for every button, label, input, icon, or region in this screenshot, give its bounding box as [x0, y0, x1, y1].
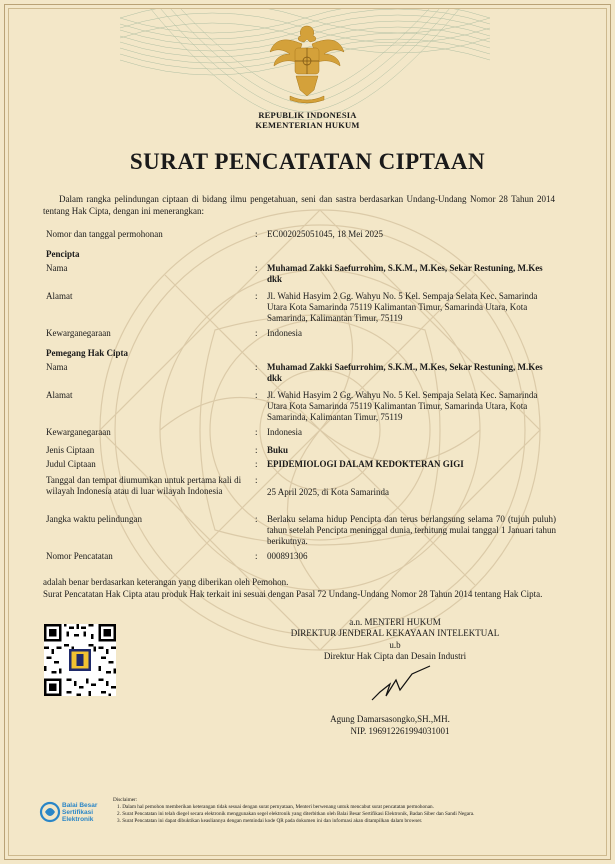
field-separator: :	[255, 445, 258, 455]
field-label: Nama	[46, 263, 68, 273]
disclaimer-heading: Disclaimer:	[113, 797, 138, 803]
field-label: Alamat	[46, 390, 73, 400]
signature-director: Direktur Hak Cipta dan Desain Industri	[323, 651, 467, 661]
field-separator: :	[255, 291, 258, 301]
field-separator: :	[255, 475, 258, 485]
field-value: Buku	[267, 445, 289, 455]
field-label: Nomor Pencatatan	[46, 551, 113, 561]
field-label: Tanggal dan tempat diumumkan untuk pertama kali di wilayah Indonesia atau di luar wilayah Indonesia	[46, 475, 242, 496]
field-value: Berlaku selama hidup Pencipta dan terus berlangsung selama 70 (tujuh puluh) tahun setelah Pencipta meninggal dunia, terhitung mulai tanggal 1 Januari tahun berikutnya.	[267, 514, 556, 546]
field-separator: :	[255, 390, 258, 400]
field-value: Muhamad Zakki Saefurrohim, S.K.M., M.Kes, Sekar Restuning, M.Kes dkk	[267, 362, 543, 383]
bsre-line2: Sertifikasi	[62, 809, 94, 816]
signature-ub: u.b	[389, 640, 401, 650]
page-title: SURAT PENCATATAN CIPTAAN	[129, 149, 486, 174]
field-separator: :	[255, 328, 258, 338]
field-value: Jl. Wahid Hasyim 2 Gg. Wahyu No. 5 Kel. Sempaja Selata Kec. Samarinda Utara Kota Samarinda 75119 Kalimantan Timur, Samarinda Utara, Kota Samarinda, Kalimantan Timur, 75119	[267, 390, 538, 422]
field-separator: :	[255, 459, 258, 469]
field-value: Indonesia	[267, 427, 302, 437]
closing-statement: adalah benar berdasarkan keterangan yang diberikan oleh Pemohon.	[43, 577, 289, 587]
disclaimer-item: 1. Dalam hal pemohon memberikan keterangan tidak sesuai dengan surat pernyataan, Menteri berwenang untuk mencabut surat pencatatan permohonan.	[117, 804, 434, 810]
field-label: Jangka waktu pelindungan	[46, 514, 142, 524]
header-republic: REPUBLIK INDONESIA	[258, 110, 357, 120]
field-label: Kewarganegaraan	[46, 427, 111, 437]
field-separator: :	[255, 263, 258, 273]
field-value: Muhamad Zakki Saefurrohim, S.K.M., M.Kes, Sekar Restuning, M.Kes dkk	[267, 263, 543, 284]
disclaimer	[113, 797, 583, 825]
closing-legal-note: Surat Pencatatan Hak Cipta atau produk Hak terkait ini sesuai dengan Pasal 72 Undang-Undang Nomor 28 Tahun 2014 tentang Hak Cipta.	[43, 589, 543, 599]
field-separator: :	[255, 229, 258, 239]
signature-stroke	[370, 662, 440, 702]
field-label: Nama	[46, 362, 68, 372]
field-value: Indonesia	[267, 328, 302, 338]
field-value: Jl. Wahid Hasyim 2 Gg. Wahyu No. 5 Kel. Sempaja Selata Kec. Samarinda Utara Kota Samarinda 75119 Kalimantan Timur, Samarinda Utara, Kota Samarinda, Kalimantan Timur, 75119	[267, 291, 538, 323]
section-pemegang: Pemegang Hak Cipta	[46, 348, 128, 358]
signatory-name: Agung Damarsasongko,SH.,MH.	[330, 714, 450, 724]
disclaimer-item: 3. Surat Pencatatan ini dapat dibuktikan keasliannya dengan memindai kode QR pada dokumen ini dan informasi akan ditampilkan dalam browser.	[117, 818, 423, 824]
field-separator: :	[255, 551, 258, 561]
signature-director-general: DIREKTUR JENDERAL KEKAYAAN INTELEKTUAL	[290, 628, 500, 638]
field-label: Nomor dan tanggal permohonan	[46, 229, 163, 239]
field-separator: :	[255, 427, 258, 437]
qr-code[interactable]	[44, 624, 116, 696]
field-label: Jenis Ciptaan	[46, 445, 95, 455]
signature-on-behalf: a.n. MENTERI HUKUM	[349, 617, 441, 627]
field-value: EPIDEMIOLOGI DALAM KEDOKTERAN GIGI	[267, 459, 464, 469]
field-value: EC002025051045, 18 Mei 2025	[267, 229, 383, 239]
field-label: Judul Ciptaan	[46, 459, 96, 469]
header-ministry: KEMENTERIAN HUKUM	[255, 120, 360, 130]
field-label: Kewarganegaraan	[46, 328, 111, 338]
signatory-nip: NIP. 196912261994031001	[350, 726, 450, 736]
field-label: Alamat	[46, 291, 73, 301]
field-separator: :	[255, 514, 258, 524]
bsre-line3: Elektronik	[62, 816, 94, 823]
field-separator: :	[255, 362, 258, 372]
intro-paragraph: Dalam rangka pelindungan ciptaan di bidang ilmu pengetahuan, seni dan sastra berdasarkan Undang-Undang Nomor 28 Tahun 2014 tentang Hak Cipta, dengan ini menerangkan:	[43, 194, 555, 216]
field-value: 25 April 2025, di Kota Samarinda	[267, 487, 389, 497]
bsre-line1: Balai Besar	[62, 802, 98, 809]
field-value: 000891306	[267, 551, 308, 561]
section-pencipta: Pencipta	[46, 249, 80, 259]
disclaimer-item: 2. Surat Pencatatan ini telah diegel secara elektronik menggunakan segel elektronik yang diterbitkan oleh Balai Besar Sertifikasi Elektronik, Badan Siber dan Sandi Negara.	[117, 811, 475, 817]
garuda-emblem-icon	[268, 22, 346, 104]
